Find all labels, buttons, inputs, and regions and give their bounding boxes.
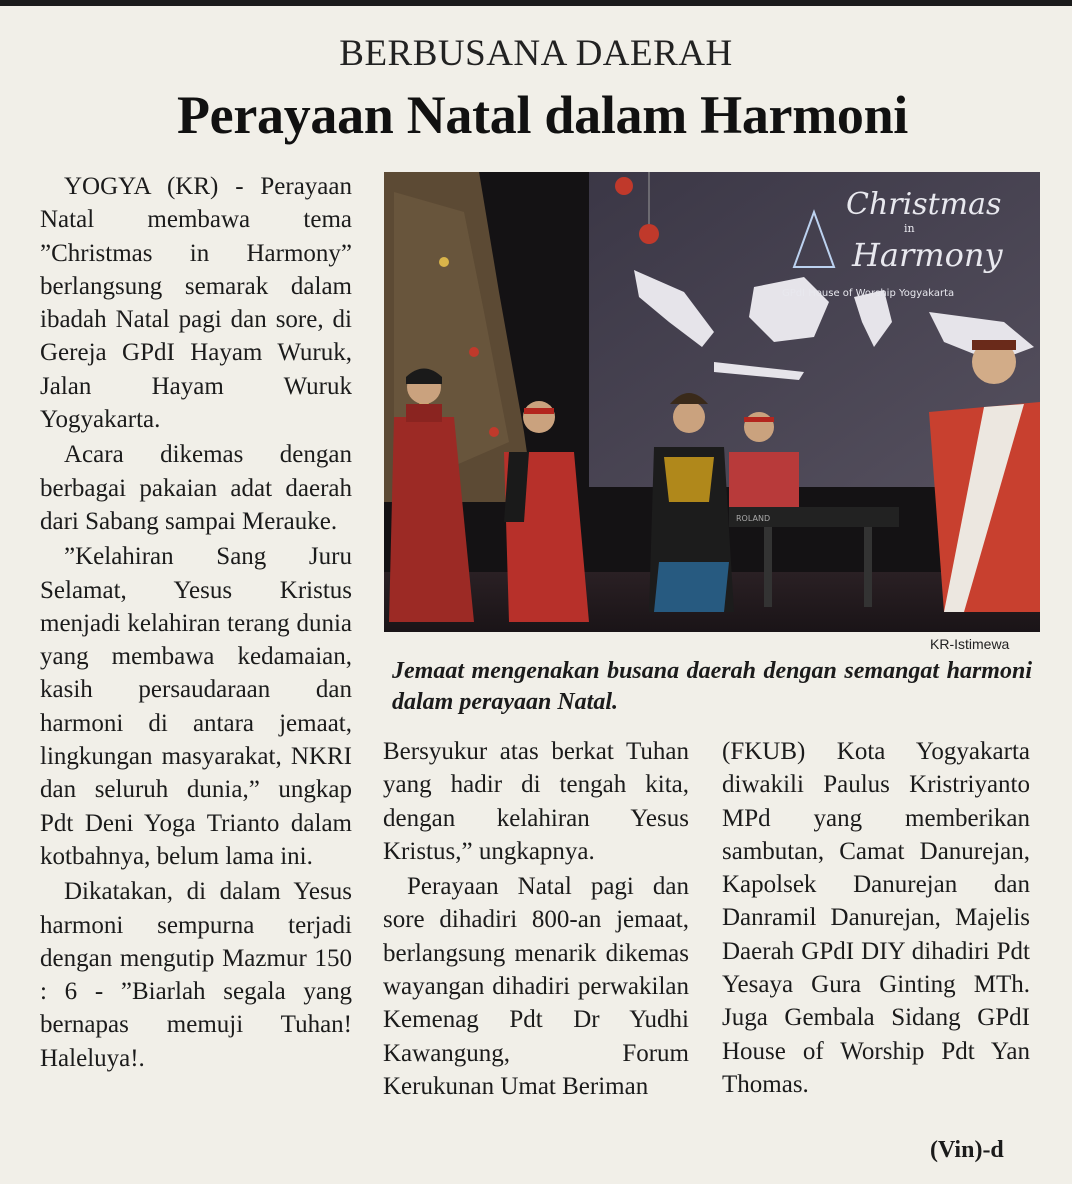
paragraph: YOGYA (KR) - Perayaan Natal membawa tema ”Christmas in Harmony” berlangsung semarak dalam ibadah Natal pagi dan sore, di Gereja GPdI Hayam Wuruk, Jalan Hayam Wuruk Yogyakarta. bbox=[40, 173, 352, 434]
paragraph: Bersyukur atas berkat Tuhan yang hadir di tengah kita, dengan kelahiran Yesus Kristus,” ungkapnya. bbox=[383, 738, 689, 865]
text-column-2 bbox=[383, 735, 689, 1103]
screen-title: Christmas bbox=[846, 187, 1002, 222]
article-photo bbox=[384, 172, 1040, 632]
screen-title-in: in bbox=[904, 222, 915, 235]
text-column-1 bbox=[40, 170, 352, 1075]
paragraph: (FKUB) Kota Yogyakarta diwakili Paulus Kristriyanto MPd yang memberikan sambutan, Camat Danurejan, Kapolsek Danurejan dan Danramil Danurejan, Majelis Daerah GPdI DIY dihadiri Pdt Yesaya Gura Ginting MTh. Juga Gembala Sidang GPdI House of Worship Pdt Yan Thomas. bbox=[722, 738, 1030, 1098]
top-rule bbox=[0, 0, 1072, 6]
keyboard-brand: ROLAND bbox=[736, 514, 771, 523]
text-column-3 bbox=[722, 735, 1030, 1101]
paragraph: Acara dikemas dengan berbagai pakaian adat daerah dari Sabang sampai Merauke. bbox=[40, 441, 352, 535]
screen-title-harmony: Harmony bbox=[852, 236, 1003, 274]
screen-subtitle: GPdI House of Worship Yogyakarta bbox=[782, 288, 955, 299]
paragraph: Perayaan Natal pagi dan sore dihadiri 800-an jemaat, berlangsung menarik dikemas wayangan dihadiri perwakilan Kemenag Pdt Dr Yudhi Kawangung, Forum Kerukunan Umat Beriman bbox=[383, 873, 689, 1100]
section-rubric: BERBUSANA DAERAH bbox=[339, 33, 733, 74]
ornament-icon bbox=[639, 224, 659, 244]
photo-credit: KR-Istimewa bbox=[930, 636, 1010, 652]
ornament-icon bbox=[615, 177, 633, 195]
author-signoff: (Vin)-d bbox=[930, 1137, 1004, 1163]
paragraph: Dikatakan, di dalam Yesus harmoni sempurna terjadi dengan mengutip Mazmur 150 : 6 - ”Biarlah segala yang bernapas memuji Tuhan! Haleluya!. bbox=[40, 878, 352, 1072]
article-headline: Perayaan Natal dalam Harmoni bbox=[176, 85, 909, 145]
paragraph: ”Kelahiran Sang Juru Selamat, Yesus Kristus menjadi kelahiran terang dunia yang membawa kedamaian, kasih persaudaraan dan harmoni di antara jemaat, lingkungan masyarakat, NKRI dan seluruh dunia,” ungkap Pdt Deni Yoga Trianto dalam kotbahnya, belum lama ini. bbox=[40, 543, 352, 870]
photo-caption: Jemaat mengenakan busana daerah dengan semangat harmoni dalam perayaan Natal. bbox=[392, 658, 1032, 715]
